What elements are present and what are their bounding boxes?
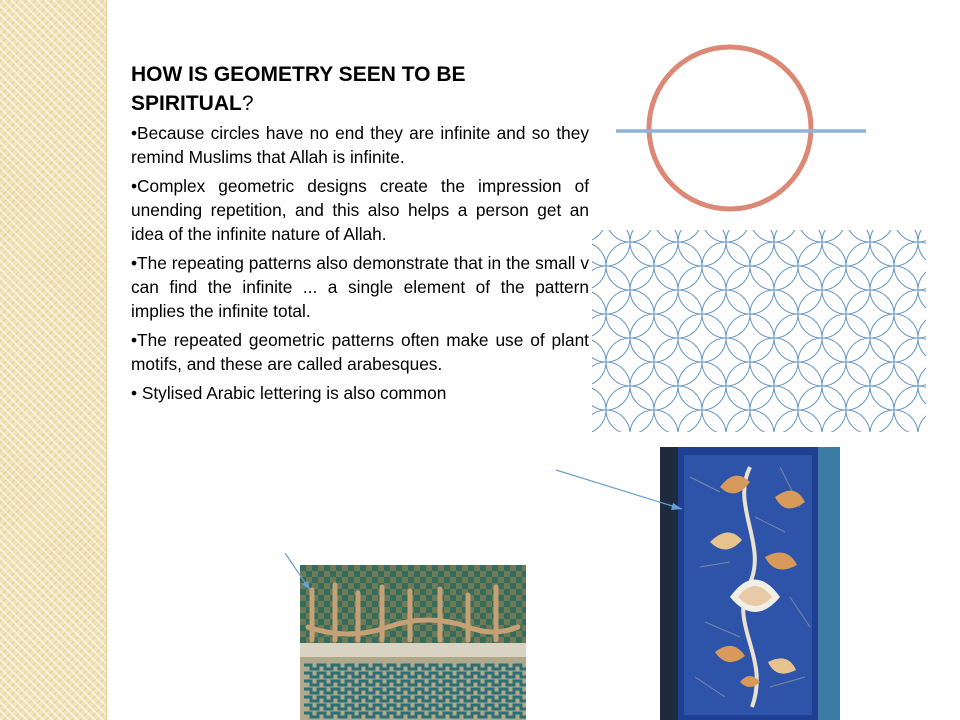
- checker-tile: [348, 565, 354, 571]
- checker-tile: [342, 595, 348, 601]
- checker-tile: [360, 601, 366, 607]
- pattern-circle: [630, 230, 678, 266]
- checker-tile: [402, 583, 408, 589]
- checker-tile: [516, 565, 522, 571]
- checker-tile: [324, 637, 330, 643]
- checker-tile: [456, 613, 462, 619]
- bullet-arabesques: •The repeated geometric patterns often make use of plant motifs, and these are called arabesques.: [131, 330, 589, 374]
- pattern-circle: [654, 290, 702, 338]
- checker-tile: [402, 607, 408, 613]
- pattern-circle: [592, 362, 630, 410]
- checker-tile: [324, 613, 330, 619]
- checker-tile: [480, 637, 486, 643]
- checker-tile: [348, 577, 354, 583]
- checker-tile: [516, 601, 522, 607]
- pattern-circle: [822, 230, 870, 266]
- pattern-circle: [592, 266, 630, 314]
- checker-tile: [522, 607, 526, 613]
- checker-tile: [372, 577, 378, 583]
- pattern-circle: [702, 338, 750, 386]
- checker-tile: [432, 625, 438, 631]
- checker-tile: [396, 601, 402, 607]
- pattern-circle: [798, 242, 846, 290]
- pattern-circle: [822, 266, 870, 314]
- checker-tile: [426, 595, 432, 601]
- pattern-circle: [870, 266, 918, 314]
- pattern-circle: [870, 230, 918, 266]
- checker-tile: [474, 607, 480, 613]
- checker-tile: [438, 571, 444, 577]
- pattern-circle: [846, 242, 894, 290]
- checker-tile: [450, 631, 456, 637]
- checker-tile: [396, 637, 402, 643]
- mosaic-tile-image: [660, 447, 840, 720]
- bullet-patterns: •The repeating patterns also demonstrate that in the small v can find the infinite ... a single element of the pattern implies the infinite total.: [131, 253, 589, 321]
- checker-tile: [432, 577, 438, 583]
- bullet-repetition: •Complex geometric designs create the impression of unending repetition, and this also helps a person get an idea of the infinite nature of Allah.: [131, 176, 589, 244]
- bullet-lettering: • Stylised Arabic lettering is also common: [131, 383, 447, 403]
- checker-tile: [360, 613, 366, 619]
- checker-tile: [432, 589, 438, 595]
- checker-tile: [516, 577, 522, 583]
- pattern-circle: [870, 314, 918, 362]
- checker-tile: [474, 583, 480, 589]
- checker-tile: [432, 601, 438, 607]
- checker-tile: [342, 583, 348, 589]
- checker-tile: [420, 565, 426, 571]
- pattern-circle: [726, 314, 774, 362]
- slide-text: [131, 60, 589, 410]
- checker-tile: [402, 595, 408, 601]
- pattern-circle: [918, 410, 926, 432]
- checker-tile: [318, 607, 324, 613]
- checker-tile: [420, 625, 426, 631]
- checker-tile: [510, 583, 516, 589]
- pattern-circle: [606, 290, 654, 338]
- pattern-circle: [774, 362, 822, 410]
- checker-tile: [486, 583, 492, 589]
- checker-tile: [522, 583, 526, 589]
- pattern-circle: [630, 266, 678, 314]
- checker-tile: [366, 583, 372, 589]
- checker-tile: [414, 571, 420, 577]
- checker-tile: [456, 565, 462, 571]
- checker-tile: [498, 571, 504, 577]
- checker-tile: [342, 571, 348, 577]
- checker-tile: [300, 625, 306, 631]
- checker-tile: [384, 601, 390, 607]
- pattern-circle: [846, 338, 894, 386]
- checker-tile: [360, 637, 366, 643]
- checker-tile: [444, 613, 450, 619]
- pattern-circle: [870, 362, 918, 410]
- checker-tile: [372, 613, 378, 619]
- pattern-circle: [606, 338, 654, 386]
- checker-tile: [462, 571, 468, 577]
- checker-tile: [504, 577, 510, 583]
- pattern-circle: [630, 362, 678, 410]
- checker-tile: [426, 571, 432, 577]
- checker-tile: [480, 601, 486, 607]
- pattern-circle: [726, 362, 774, 410]
- circle-diagram-image: [612, 40, 872, 220]
- checker-tile: [444, 625, 450, 631]
- pattern-circle: [592, 314, 630, 362]
- checker-tile: [336, 577, 342, 583]
- pattern-circle: [774, 230, 822, 266]
- checker-tile: [354, 583, 360, 589]
- checker-tile: [450, 571, 456, 577]
- checker-tile: [348, 625, 354, 631]
- checker-tile: [372, 601, 378, 607]
- checker-tile: [414, 631, 420, 637]
- checker-tile: [468, 565, 474, 571]
- checker-tile: [456, 601, 462, 607]
- checker-tile: [504, 601, 510, 607]
- checker-tile: [426, 631, 432, 637]
- checker-tile: [396, 577, 402, 583]
- checker-tile: [324, 565, 330, 571]
- checker-tile: [384, 565, 390, 571]
- checker-tile: [396, 613, 402, 619]
- checker-tile: [300, 577, 306, 583]
- checker-tile: [300, 589, 306, 595]
- checker-tile: [318, 571, 324, 577]
- checker-tile: [504, 565, 510, 571]
- checker-tile: [384, 577, 390, 583]
- pattern-circle: [774, 314, 822, 362]
- checker-tile: [504, 589, 510, 595]
- checker-tile: [390, 631, 396, 637]
- checker-tile: [444, 589, 450, 595]
- checker-tile: [420, 589, 426, 595]
- checker-tile: [300, 565, 306, 571]
- checker-tile: [510, 571, 516, 577]
- pattern-circle: [750, 290, 798, 338]
- pattern-circle: [630, 314, 678, 362]
- checker-tile: [522, 619, 526, 625]
- checker-tile: [324, 577, 330, 583]
- checker-tile: [390, 595, 396, 601]
- checker-tile: [432, 637, 438, 643]
- checker-tile: [300, 613, 306, 619]
- checker-tile: [444, 637, 450, 643]
- checker-tile: [366, 571, 372, 577]
- pattern-circle: [894, 230, 926, 242]
- slide-title: [131, 60, 589, 118]
- checker-tile: [360, 589, 366, 595]
- checker-tile: [348, 613, 354, 619]
- pattern-circle: [702, 290, 750, 338]
- checker-tile: [396, 589, 402, 595]
- checker-tile: [456, 637, 462, 643]
- checker-tile: [450, 583, 456, 589]
- pattern-circle: [774, 266, 822, 314]
- geometric-pattern-image: [592, 230, 926, 432]
- pattern-circle: [654, 242, 702, 290]
- checker-tile: [384, 637, 390, 643]
- checker-tile: [396, 565, 402, 571]
- checker-tile: [486, 619, 492, 625]
- checker-tile: [510, 595, 516, 601]
- pattern-circle: [798, 338, 846, 386]
- pattern-circle: [654, 338, 702, 386]
- checker-tile: [336, 565, 342, 571]
- checker-tile: [306, 571, 312, 577]
- checker-tile: [486, 595, 492, 601]
- checker-tile: [426, 583, 432, 589]
- checker-tile: [462, 583, 468, 589]
- checker-tile: [444, 601, 450, 607]
- pattern-circle: [678, 362, 726, 410]
- checker-tile: [390, 583, 396, 589]
- checker-tile: [498, 595, 504, 601]
- checker-tile: [486, 571, 492, 577]
- pattern-circle: [606, 242, 654, 290]
- checker-tile: [474, 595, 480, 601]
- checker-tile: [318, 595, 324, 601]
- checker-tile: [510, 619, 516, 625]
- checker-tile: [390, 607, 396, 613]
- bullet-circles: •Because circles have no end they are infinite and so they remind Muslims that Allah is infinite.: [131, 123, 589, 167]
- checker-tile: [486, 607, 492, 613]
- checker-tile: [342, 619, 348, 625]
- checker-tile: [366, 595, 372, 601]
- checker-tile: [480, 589, 486, 595]
- circle-shape: [649, 47, 811, 209]
- checker-tile: [390, 571, 396, 577]
- checker-tile: [360, 565, 366, 571]
- checker-tile: [492, 565, 498, 571]
- checker-tile: [432, 565, 438, 571]
- pattern-circle: [822, 362, 870, 410]
- checker-tile: [522, 571, 526, 577]
- checker-tile: [498, 619, 504, 625]
- checker-tile: [402, 631, 408, 637]
- pattern-circle: [726, 230, 774, 266]
- checker-tile: [402, 571, 408, 577]
- checker-tile: [348, 589, 354, 595]
- checker-tile: [510, 607, 516, 613]
- title-text: HOW IS GEOMETRY SEEN TO BE SPIRITUAL: [131, 63, 466, 115]
- checker-tile: [408, 577, 414, 583]
- checker-tile: [366, 619, 372, 625]
- pattern-circle: [846, 290, 894, 338]
- checker-tile: [444, 577, 450, 583]
- checker-tile: [522, 595, 526, 601]
- checker-tile: [480, 577, 486, 583]
- checker-tile: [372, 589, 378, 595]
- checker-tile: [360, 625, 366, 631]
- checker-tile: [480, 613, 486, 619]
- checker-tile: [348, 637, 354, 643]
- checker-tile: [450, 595, 456, 601]
- checker-tile: [474, 619, 480, 625]
- decorative-side-band: [0, 0, 107, 720]
- checker-tile: [420, 577, 426, 583]
- checker-tile: [312, 577, 318, 583]
- checker-tile: [318, 619, 324, 625]
- checker-tile: [498, 607, 504, 613]
- checker-tile: [498, 583, 504, 589]
- pattern-circle: [798, 290, 846, 338]
- checker-tile: [324, 601, 330, 607]
- pattern-circle: [702, 242, 750, 290]
- checker-tile: [372, 637, 378, 643]
- checker-tile: [348, 601, 354, 607]
- checker-tile: [456, 589, 462, 595]
- pattern-circle: [918, 230, 926, 266]
- checker-tile: [414, 583, 420, 589]
- checker-tile: [480, 565, 486, 571]
- checker-tile: [414, 607, 420, 613]
- checker-tile: [342, 607, 348, 613]
- checker-tile: [516, 637, 522, 643]
- checker-tile: [318, 583, 324, 589]
- checker-tile: [384, 613, 390, 619]
- checker-tile: [516, 613, 522, 619]
- checker-tile: [372, 565, 378, 571]
- checker-tile: [414, 595, 420, 601]
- pattern-circle: [678, 314, 726, 362]
- checker-tile: [450, 607, 456, 613]
- checker-tile: [504, 613, 510, 619]
- checker-tile: [516, 589, 522, 595]
- pattern-circle: [678, 266, 726, 314]
- checker-tile: [360, 577, 366, 583]
- checker-tile: [444, 565, 450, 571]
- checker-tile: [324, 589, 330, 595]
- pattern-circle: [750, 338, 798, 386]
- checker-tile: [300, 601, 306, 607]
- checker-tile: [366, 607, 372, 613]
- pattern-circle: [592, 230, 606, 242]
- checker-tile: [492, 577, 498, 583]
- checker-tile: [468, 577, 474, 583]
- checker-tile: [456, 577, 462, 583]
- checker-tile: [330, 571, 336, 577]
- pattern-circle: [678, 230, 726, 266]
- checker-tile: [420, 601, 426, 607]
- checker-tile: [378, 571, 384, 577]
- checker-tile: [522, 631, 526, 637]
- checker-tile: [504, 637, 510, 643]
- checker-tile: [474, 571, 480, 577]
- checker-tile: [426, 607, 432, 613]
- checker-tile: [420, 637, 426, 643]
- checker-tile: [408, 565, 414, 571]
- checker-tile: [354, 571, 360, 577]
- pattern-circle: [822, 314, 870, 362]
- title-question-mark: ?: [241, 92, 254, 115]
- checker-tile: [312, 565, 318, 571]
- pattern-circle: [750, 242, 798, 290]
- checker-tile: [300, 637, 306, 643]
- calligraphy-tile-image: [300, 565, 526, 720]
- pattern-circle: [726, 266, 774, 314]
- checker-tile: [384, 589, 390, 595]
